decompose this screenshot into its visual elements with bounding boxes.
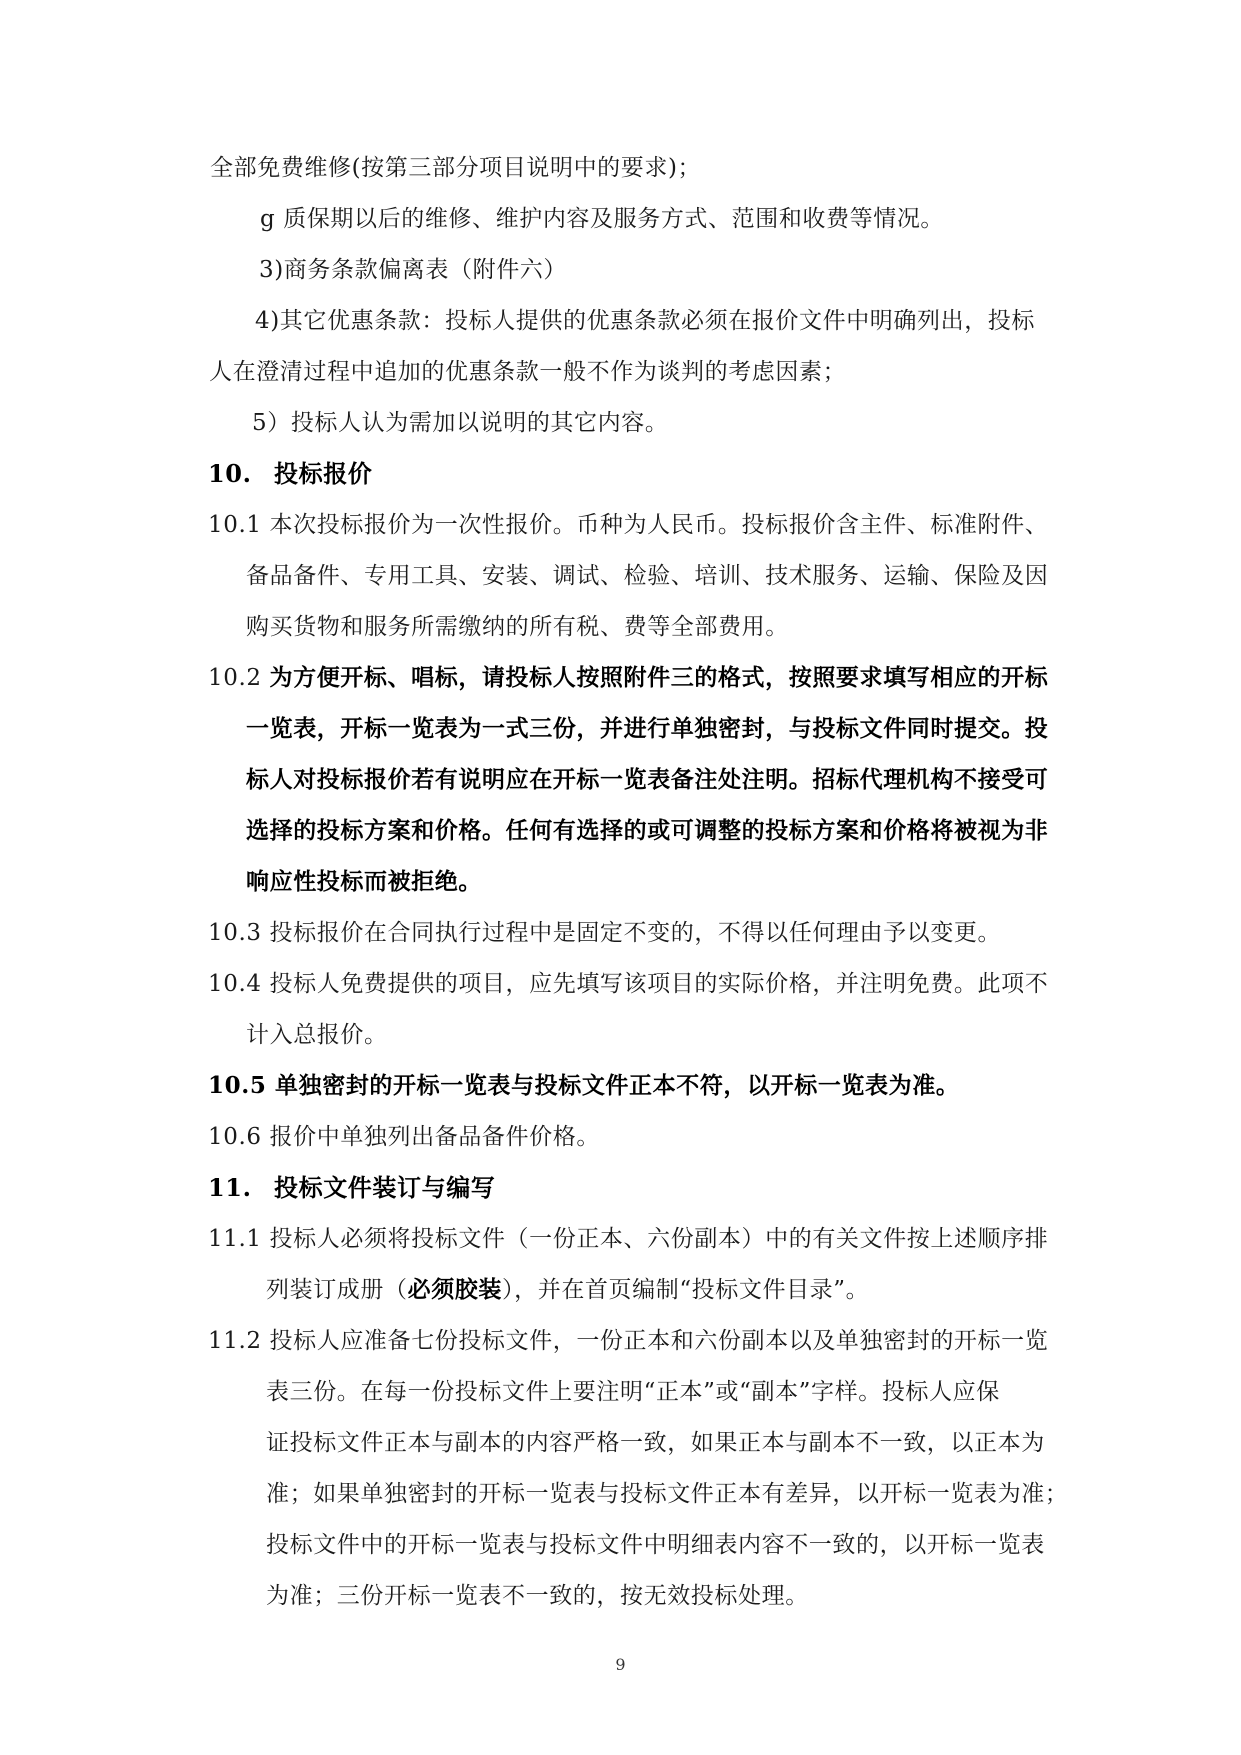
section-heading-10 [208, 459, 372, 489]
paragraph-line [266, 1275, 869, 1305]
paragraph-line: 4)其它优惠条款：投标人提供的优惠条款必须在报价文件中明确列出，投标 [255, 308, 1036, 334]
paragraph-line: g 质保期以后的维修、维护内容及服务方式、范围和收费等情况。 [260, 206, 945, 232]
paragraph-line: 10.3 投标报价在合同执行过程中是固定不变的，不得以任何理由予以变更。 [208, 920, 1002, 946]
paragraph-line: 10.4 投标人免费提供的项目，应先填写该项目的实际价格，并注明免费。此项不 [208, 971, 1049, 997]
paragraph-line: 10.1 本次投标报价为一次性报价。币种为人民币。投标报价含主件、标准附件、 [208, 512, 1049, 538]
paragraph-line: 3)商务条款偏离表（附件六） [259, 257, 568, 283]
paragraph-line [208, 663, 1048, 693]
paragraph-line: 全部免费维修(按第三部分项目说明中的要求)； [210, 155, 702, 181]
paragraph-line: 计入总报价。 [246, 1022, 388, 1048]
section-title: 投标报价 [274, 459, 373, 488]
page-number: 9 [615, 1655, 626, 1674]
clause-number: 10.2 [208, 665, 270, 691]
paragraph-line: 备品备件、专用工具、安装、调试、检验、培训、技术服务、运输、保险及因 [246, 563, 1049, 589]
paragraph-line: 证投标文件正本与副本的内容严格一致，如果正本与副本不一致，以正本为 [266, 1430, 1045, 1456]
bold-text: 为方便开标、唱标，请投标人按照附件三的格式，按照要求填写相应的开标 [269, 664, 1049, 691]
bold-text: 必须胶装 [407, 1276, 503, 1303]
paragraph-line: 购买货物和服务所需缴纳的所有税、费等全部费用。 [246, 614, 789, 640]
paragraph-line: 10.6 报价中单独列出备品备件价格。 [208, 1124, 600, 1150]
bold-paragraph-line: 一览表，开标一览表为一式三份，并进行单独密封，与投标文件同时提交。投 [246, 715, 1049, 742]
text-span: 列装订成册（ [266, 1277, 408, 1303]
text-span: ），并在首页编制“投标文件目录”。 [502, 1277, 870, 1303]
bold-paragraph-line: 响应性投标而被拒绝。 [246, 868, 482, 895]
paragraph-line: 准；如果单独密封的开标一览表与投标文件正本有差异，以开标一览表为准； [266, 1481, 1069, 1507]
section-title: 投标文件装订与编写 [274, 1173, 496, 1202]
bold-paragraph-line: 10.5 单独密封的开标一览表与投标文件正本不符，以开标一览表为准。 [208, 1072, 960, 1099]
section-number: 10. [208, 459, 252, 488]
bold-paragraph-line: 选择的投标方案和价格。任何有选择的或可调整的投标方案和价格将被视为非 [246, 817, 1049, 844]
bold-paragraph-line: 标人对投标报价若有说明应在开标一览表备注处注明。招标代理机构不接受可 [246, 766, 1049, 793]
paragraph-line: 人在澄清过程中追加的优惠条款一般不作为谈判的考虑因素； [209, 359, 847, 385]
paragraph-line: 11.1 投标人必须将投标文件（一份正本、六份副本）中的有关文件按上述顺序排 [208, 1226, 1049, 1252]
section-number: 11. [208, 1173, 252, 1202]
paragraph-line: 11.2 投标人应准备七份投标文件，一份正本和六份副本以及单独密封的开标一览 [208, 1328, 1049, 1354]
paragraph-line: 为准；三份开标一览表不一致的，按无效投标处理。 [266, 1583, 809, 1609]
paragraph-line: 5）投标人认为需加以说明的其它内容。 [252, 410, 669, 436]
paragraph-line: 投标文件中的开标一览表与投标文件中明细表内容不一致的，以开标一览表 [266, 1532, 1045, 1558]
paragraph-line: 表三份。在每一份投标文件上要注明“正本”或“副本”字样。投标人应保 [266, 1379, 1000, 1405]
section-heading-11 [208, 1173, 495, 1203]
